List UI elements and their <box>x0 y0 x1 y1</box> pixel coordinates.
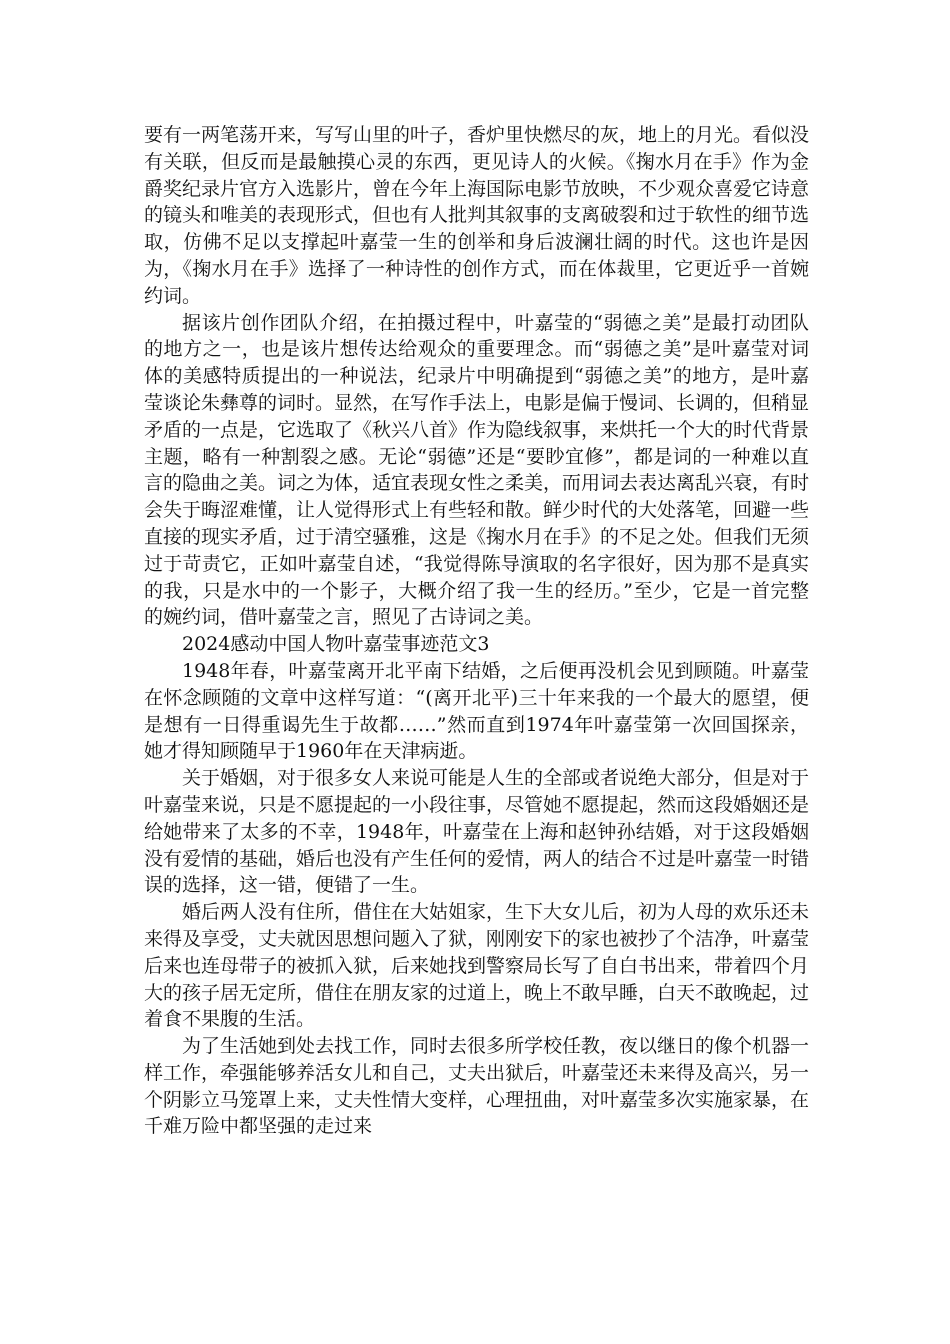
paragraph-1948-spring: 1948年春，叶嘉莹离开北平南下结婚，之后便再没机会见到顾随。叶嘉莹在怀念顾随的文章中这样写道：“(离开北平)三十年来我的一个最大的愿望，便是想有一日得重谒先生于故都……”然而直到1974年叶嘉莹第一次回国探亲，她才得知顾随早于1960年在天津病逝。 <box>144 659 809 763</box>
section-heading: 2024感动中国人物叶嘉莹事迹范文3 <box>182 633 490 656</box>
paragraph-marriage: 关于婚姻，对于很多女人来说可能是人生的全部或者说绝大部分，但是对于叶嘉莹来说，只是不愿提起的一小段往事，尽管她不愿提起，然而这段婚姻还是给她带来了太多的不幸，1948年，叶嘉莹在上海和赵钟孙结婚，对于这段婚姻没有爱情的基础，婚后也没有产生任何的爱情，两人的结合不过是叶嘉莹一时错误的选择，这一错，便错了一生。 <box>144 767 810 897</box>
document-body <box>144 122 809 1140</box>
paragraph-continuation: 要有一两笔荡开来，写写山里的叶子，香炉里快燃尽的灰，地上的月光。看似没有关联，但反而是最触摸心灵的东西，更见诗人的火候。《掬水月在手》作为金爵奖纪录片官方入选影片，曾在今年上海国际电影节放映，不少观众喜爱它诗意的镜头和唯美的表现形式，但也有人批判其叙事的支离破裂和过于软性的细节选取，仿佛不足以支撑起叶嘉莹一生的创举和身后波澜壮阔的时代。这也许是因为，《掬水月在手》选择了一种诗性的创作方式，而在体裁里，它更近乎一首婉约词。 <box>144 124 810 307</box>
paragraph-ruode-zhi-mei: 据该片创作团队介绍，在拍摄过程中，叶嘉莹的“弱德之美”是最打动团队的地方之一，也是该片想传达给观众的重要理念。而“弱德之美”是叶嘉莹对词体的美感特质提出的一种说法，纪录片中明确提到“弱德之美”的地方，是叶嘉莹谈论朱彝尊的词时。显然，在写作手法上，电影是偏于慢词、长调的，但稍显矛盾的一点是，它选取了《秋兴八首》作为隐线叙事，来烘托一个大的时代背景主题，略有一种割裂之感。无论“弱德”还是“要眇宜修”，都是词的一种难以直言的隐曲之美。词之为体，适宜表现女性之柔美，而用词去表达离乱兴衰，有时会失于晦涩难懂，让人觉得形式上有些轻和散。鲜少时代的大处落笔，回避一些直接的现实矛盾，过于清空骚雅，这是《掬水月在手》的不足之处。但我们无须过于苛责它，正如叶嘉莹自述，“我觉得陈导演取的名字很好，因为那不是真实的我，只是水中的一个影子，大概介绍了我一生的经历。”至少，它是一首完整的婉约词，借叶嘉莹之言，照见了古诗词之美。 <box>144 311 810 629</box>
paragraph-after-marriage: 婚后两人没有住所，借住在大姑姐家，生下大女儿后，初为人母的欢乐还未来得及享受，丈夫就因思想问题入了狱，刚刚安下的家也被抄了个洁净，叶嘉莹后来也连母带子的被抓入狱，后来她找到警察局长写了自白书出来，带着四个月大的孩子居无定所，借住在朋友家的过道上，晚上不敢早睡，白天不敢晚起，过着食不果腹的生活。 <box>144 901 810 1031</box>
paragraph-work-for-living: 为了生活她到处去找工作，同时去很多所学校任教，夜以继日的像个机器一样工作，牵强能够养活女儿和自己，丈夫出狱后，叶嘉莹还未来得及高兴，另一个阴影立马笼罩上来，丈夫性情大变样，心理扭曲，对叶嘉莹多次实施家暴，在千难万险中都坚强的走过来 <box>144 1035 810 1138</box>
